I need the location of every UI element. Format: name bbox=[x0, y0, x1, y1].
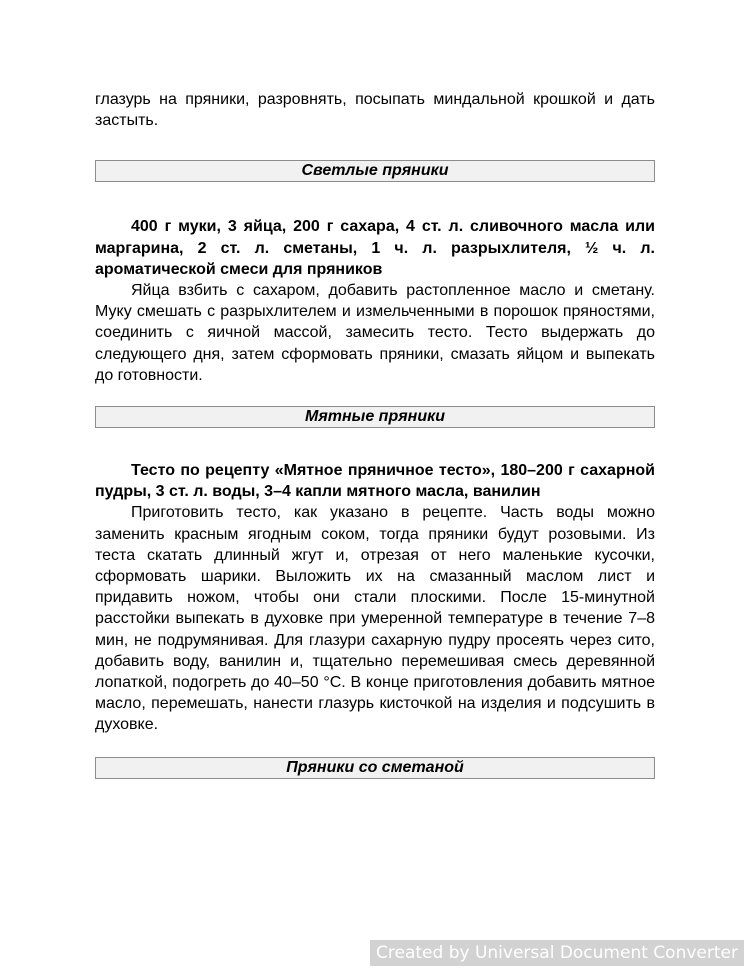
section-heading-mint-gingerbread: Мятные пряники bbox=[95, 406, 655, 428]
intro-paragraph: глазурь на пряники, разровнять, посыпать миндальной крошкой и дать застыть. bbox=[95, 91, 655, 130]
ingredients-paragraph: Тесто по рецепту «Мятное пряничное тесто», 180–200 г сахарной пудры, 3 ст. л. воды, 3–4 капли мятного масла, ванилин bbox=[95, 462, 655, 501]
method-paragraph: Яйца взбить с сахаром, добавить растопленное масло и сметану. Муку смешать с разрыхлителем и измельченными в порошок пряностями, соединить с яичной массой, замесить тесто. Тесто выдержать до следующего дня, затем сформовать пряники, смазать яйцом и выпекать до готовности. bbox=[95, 282, 655, 384]
document-page bbox=[95, 89, 655, 779]
section-heading-light-gingerbread: Светлые пряники bbox=[95, 160, 655, 182]
method-paragraph: Приготовить тесто, как указано в рецепте. Часть воды можно заменить красным ягодным соком, тогда пряники будут розовыми. Из теста скатать длинный жгут и, отрезая от него маленькие кусочки, сформовать шарики. Выложить их на смазанный маслом лист и придавить ножом, чтобы они стали плоскими. После 15-минутной расстойки выпекать в духовке при умеренной температуре в течение 7–8 мин, не подрумянивая. Для глазури сахарную пудру просеять через сито, добавить воду, ванилин и, тщательно перемешивая смесь деревянной лопаткой, подогреть до 40–50 °C. В конце приготовления добавить мятное масло, перемешать, нанести глазурь кисточкой на изделия и подсушить в духовке. bbox=[95, 504, 655, 734]
section-heading-sour-cream-gingerbread: Пряники со сметаной bbox=[95, 757, 655, 779]
converter-watermark: Created by Universal Document Converter bbox=[370, 940, 744, 966]
ingredients-paragraph: 400 г муки, 3 яйца, 200 г сахара, 4 ст. л. сливочного масла или маргарина, 2 ст. л. сметаны, 1 ч. л. разрыхлителя, ½ ч. л. ароматической смеси для пряников bbox=[95, 218, 655, 278]
